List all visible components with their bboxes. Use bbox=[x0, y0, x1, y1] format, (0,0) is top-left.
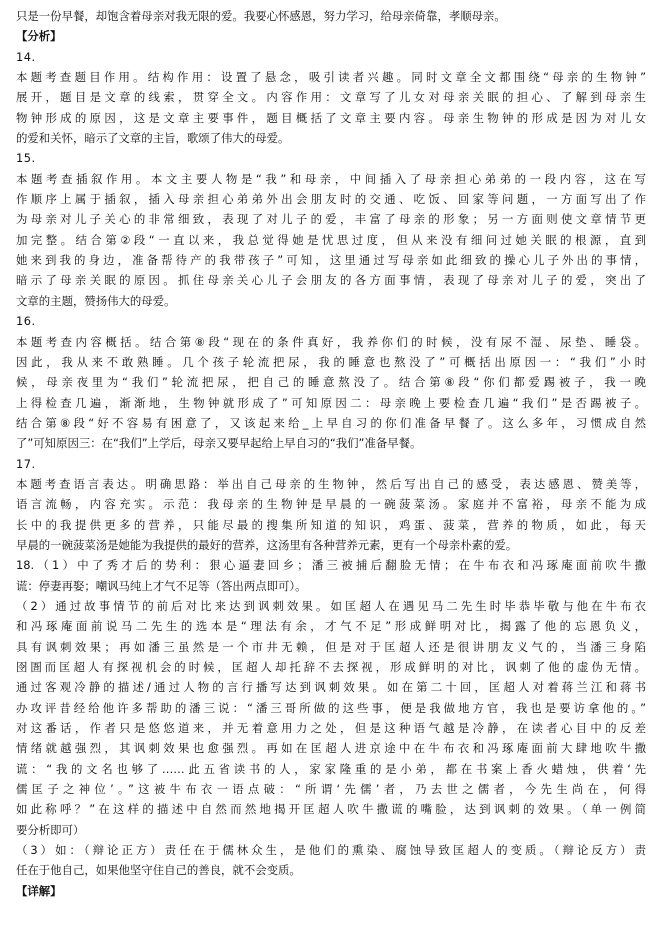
q18-line: 如此称呼？”在这样的描述中自然而然地揭开匡超人吹牛撒谎的嘴脸，达到讽刺的效果。（单一例简 bbox=[16, 802, 646, 817]
question-17-answer bbox=[16, 474, 646, 555]
question-18-answer bbox=[16, 555, 646, 881]
q18-line: 通过客观冷静的描述/通过人物的言行播写达到讽刺效果。如在第二十回，匡超人对着蒋兰江和蒋书 bbox=[16, 680, 646, 695]
q16-line: 了”可知原因三：在“我们”上学后，母亲又要早起给上早自习的“我们”准备早餐。 bbox=[16, 436, 422, 451]
q16-line: 上得检查几遍，渐渐地，生物钟就形成了”可知原因二：母亲晚上要检查几遍“我们”是否踢被子。 bbox=[16, 395, 646, 410]
q15-line: 加完整。结合第②段“一直以来，我总觉得她是忧思过度，但从来没有细问过她关眠的根源，直到 bbox=[16, 232, 646, 247]
q15-line: 文章的主题，赞扬伟大的母爱。 bbox=[16, 293, 176, 308]
q14-line: 本题考查题目作用。结构作用：设置了悬念，吸引读者兴趣。同时文章全文都围绕“母亲的生物钟” bbox=[16, 70, 646, 85]
q18-line: 对这番话，作者只是悠悠道来，并无着意用力之处，但是这种语气越是冷静，在读者心目中的反差 bbox=[16, 721, 646, 736]
q16-line: 本题考查内容概括。结合第⑧段“现在的条件真好，我养你们的时候，没有尿不湿、尿垫、睡袋。 bbox=[16, 334, 646, 349]
q14-line: 展开，题目是文章的线索，贯穿全文。内容作用：文章写了儿女对母亲关眠的担心、了解到母亲生 bbox=[16, 90, 646, 105]
question-16-number: 16. bbox=[16, 314, 36, 329]
q15-line: 为母亲对儿子关心的非常细致，表现了对儿子的爱，丰富了母亲的形象；另一方面则使文章情节更 bbox=[16, 212, 646, 227]
question-14-answer bbox=[16, 67, 646, 148]
q18-line: 要分析即可） bbox=[16, 822, 85, 837]
intro-paragraph bbox=[16, 6, 646, 26]
question-17-number: 17. bbox=[16, 456, 36, 471]
question-16-answer bbox=[16, 332, 646, 454]
q15-line: 本题考查插叙作用。本文主要人物是“我”和母亲，中间插入了母亲担心弟弟的一段内容，这在写 bbox=[16, 171, 646, 186]
question-15-number: 15. bbox=[16, 151, 36, 166]
q15-line: 她来到我的身边，准备帮待产的我带孩子”可知，这里通过写母亲如此细致的操心儿子外出的事情， bbox=[16, 253, 646, 268]
q18-line: 和冯琢庵面前说马二先生的选本是“理法有余，才气不足”形成鲜明对比，揭露了他的忘恩负义， bbox=[16, 619, 646, 634]
q16-line: 结合第⑧段“好不容易有困意了，又该起来给_上早自习的你们准备早餐了。这么多年，习惯成自然 bbox=[16, 415, 646, 430]
q18-line: 情绪就越强烈，其讽刺效果也愈强烈。再如在匡超人进京途中在牛布衣和冯琢庵面前大肆地吹牛撒 bbox=[16, 741, 646, 756]
q18-line: （3）如：（辩论正方）责任在于儒林众生，是他们的熏染、腐蚀导致匡超人的变质。（辩论反方）责 bbox=[16, 843, 646, 858]
q17-line: 长中的我提供更多的营养，只能尽最的搜集所知道的知识，鸡蛋、菠菜，营养的物质，如此，每天 bbox=[16, 517, 646, 532]
q18-line: 囹圄而匡超人有探视机会的时候，匡超人却托辞不去探视，形成鲜明的对比，讽刺了他的虚伪无情。 bbox=[16, 660, 646, 674]
q16-line: 因此，我从来不敢熟睡。几个孩子轮流把尿，我的睡意也熬没了”可概括出原因一：“我们”小时 bbox=[16, 354, 646, 369]
q17-line: 早晨的一碗菠菜汤是她能为我提供的最好的营养，这汤里有各种营养元素，更有一个母亲朴素的爱。 bbox=[16, 537, 518, 552]
q18-line: 谎：停妻再娶；嘲讽马纯上才气不足等（答出两点即可）。 bbox=[16, 578, 307, 593]
q14-line: 物钟形成的原因，这是文章主要事件，题目概括了文章主要内容。母亲生物钟的形成是因为对儿女 bbox=[16, 110, 646, 125]
q17-line: 语言流畅，内容充实。示范：我母亲的生物钟是早晨的一碗菠菜汤。家庭并不富裕，母亲不能为成 bbox=[16, 497, 646, 512]
intro-line: 只是一份早餐，却饱含着母亲对我无限的爱。我要心怀感恩，努力学习，给母亲倚靠，孝顺母亲。 bbox=[16, 9, 506, 23]
q14-line: 的爱和关怀，暗示了文章的主旨，歌颂了伟大的母爱。 bbox=[16, 131, 290, 146]
q18-line: （2）通过故事情节的前后对比来达到讽刺效果。如匡超人在遇见马二先生时毕恭毕敬与他在牛布衣 bbox=[16, 598, 646, 613]
q18-line: 谎：“我的文名也够了……此五省读书的人，家家隆重的是小弟，都在书案上香火蜡烛，供着‘先 bbox=[16, 761, 646, 776]
q17-line: 本题考查语言表达。明确思路：举出自己母亲的生物钟，然后写出自己的感受，表达感恩、赞美等， bbox=[16, 476, 646, 491]
q15-line: 作顺序上属于插叙，插入母亲担心弟弟外出会朋友时的交通、吃饭、回家等问题，一方面写出了作 bbox=[16, 192, 646, 207]
q18-line: 儒匡子之神位’。”这被牛布衣一语点破：“所谓‘先儒’者，乃去世之儒者，今先生尚在，何得 bbox=[16, 782, 646, 797]
q16-line: 候，母亲夜里为“我们”轮流把尿，把自己的睡意熬没了。结合第⑧段“你们都爱踢被子，我一晚 bbox=[16, 375, 646, 390]
detail-label: 【详解】 bbox=[16, 883, 62, 898]
q18-line: 18.（1）中了秀才后的势利：狠心逼妻回乡；潘三被捕后翻脸无情；在牛布衣和冯琢庵面前吹牛撒 bbox=[16, 558, 646, 573]
q18-line: 具有讽刺效果；再如潘三虽然是一个市井无赖，但是对于匡超人还是很讲朋友义气的，当潘三身陷 bbox=[16, 639, 646, 654]
q18-line: 任在于他自己，如果他坚守住自己的善良，就不会变质。 bbox=[16, 863, 301, 878]
q18-line: 办攻评昔经给他许多帮助的潘三说：“潘三哥所做的这些事，便是我做地方官，我也是要访拿他的。” bbox=[16, 700, 646, 715]
q15-line: 暗示了母亲关眠的原因。抓住母亲关心儿子会朋友的各方面事情，表现了母亲对儿子的爱，突出了 bbox=[16, 273, 646, 288]
question-15-answer bbox=[16, 169, 646, 311]
analysis-label: 【分析】 bbox=[16, 29, 62, 44]
question-14-number: 14. bbox=[16, 49, 36, 64]
